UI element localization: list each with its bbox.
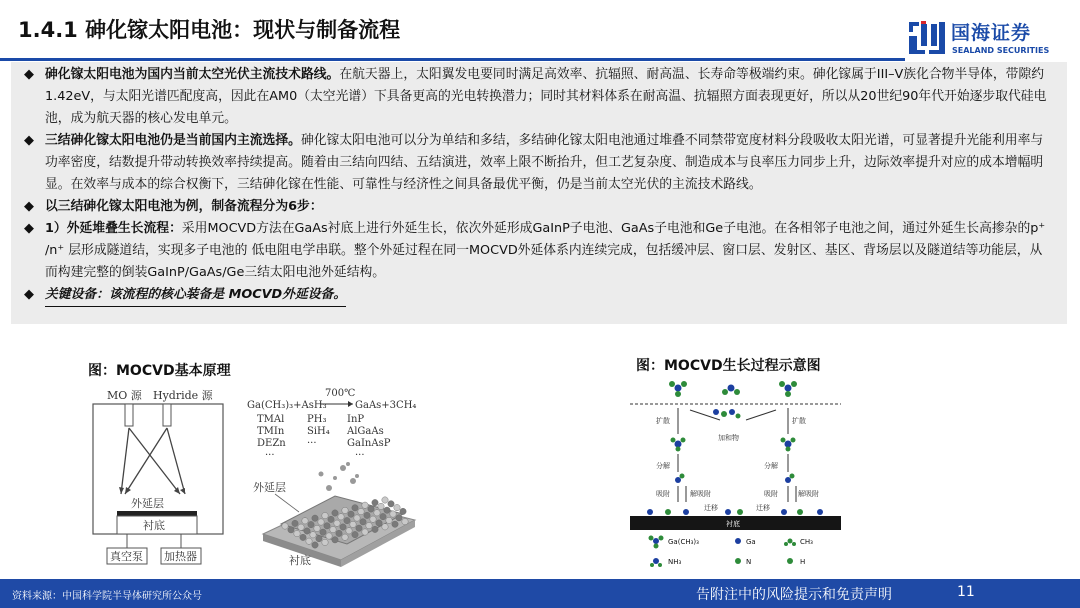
lattice-atom	[384, 507, 390, 513]
bullet-text: 砷化镓太阳电池可以分为单结和多结，多结砷化镓太阳电池通过堆叠不同禁带宽度材料分段吸收太阳光谱，可显著提升光能利用率与功率密度，结数提升带动转换效率持续提高。随着由三结向四结、五结演进，效率上限不断抬升，但工艺复杂度、制造成本与良率压力同步上升，边际效率提升对应的成本增幅明显。在效率与成本的综合权衡下，三结砷化镓在性能、可靠性与经济性之间具备最优平衡，仍是当前太空光伏的主流技术路线。	[45, 133, 1044, 192]
substrate-label: 衬底	[726, 520, 740, 528]
decompose-left-label: 分解	[656, 462, 670, 470]
lattice-atom	[400, 508, 406, 514]
bullet-heading: 三结砷化镓太阳电池仍是当前国内主流选择。	[45, 133, 301, 148]
hydride-1: PH₃	[307, 414, 327, 425]
lattice-atom	[396, 515, 402, 521]
lattice-atom	[322, 512, 328, 518]
lattice-atom	[374, 510, 380, 516]
lattice-atom	[342, 534, 348, 540]
lattice-atom	[326, 533, 332, 539]
lattice-atom	[334, 520, 340, 526]
lattice-atom	[320, 529, 326, 535]
lattice-atom	[380, 513, 386, 519]
lattice-atom	[344, 517, 350, 523]
migrate-right-label: 迁移	[756, 504, 770, 512]
bullet-item	[11, 218, 1047, 284]
lattice-atom	[362, 529, 368, 535]
lattice-atom	[292, 520, 298, 526]
lattice-atom	[370, 516, 376, 522]
disclaimer-link[interactable]: 告附注中的风险提示和免责声明	[696, 587, 892, 603]
lattice-atom	[356, 525, 362, 531]
hydride-2: SiH₄	[307, 426, 330, 437]
diamond-bullet-icon: ◆	[24, 133, 34, 148]
precursor-1: TMAl	[257, 414, 285, 425]
adduct-molecule	[713, 409, 741, 419]
lattice-atom	[358, 508, 364, 514]
lattice-atom	[308, 521, 314, 527]
lattice-atom	[322, 539, 328, 545]
heater-label: 加热器	[164, 550, 197, 563]
lattice-atom	[402, 518, 408, 524]
product-1: InP	[347, 414, 365, 425]
page-number: 11	[957, 584, 975, 600]
bullet-heading: 1）外延堆叠生长流程：	[45, 221, 182, 236]
lattice-atom	[352, 531, 358, 537]
lattice-atom	[368, 506, 374, 512]
vacuum-pump-label: 真空泵	[110, 550, 143, 563]
hydride-3: ···	[307, 438, 317, 449]
substrate-label: 衬底	[143, 519, 165, 532]
legend-label: N	[746, 558, 752, 566]
lattice-atom	[372, 499, 378, 505]
diamond-bullet-icon: ◆	[24, 221, 34, 236]
epi-layer	[117, 511, 197, 516]
figure-left-caption: 图：MOCVD基本原理	[88, 363, 231, 379]
lattice-atom	[314, 525, 320, 531]
lattice-atom	[312, 542, 318, 548]
lattice-atom	[336, 530, 342, 536]
lattice-atom	[288, 527, 294, 533]
decompose-right-label: 分解	[764, 462, 778, 470]
precursor-2: TMIn	[257, 426, 285, 437]
lattice-atom	[302, 518, 308, 524]
lattice-atom	[348, 511, 354, 517]
epi-layer-3d-label: 外延层	[253, 481, 286, 494]
lattice-atom	[362, 502, 368, 508]
lattice-atom	[338, 514, 344, 520]
diamond-bullet-icon: ◆	[24, 287, 34, 302]
lattice-atom	[342, 507, 348, 513]
mocvd-principle-diagram	[85, 384, 445, 569]
lattice-atom	[294, 530, 300, 536]
bullet-item	[11, 130, 1047, 196]
adsorb-left-label: 吸附	[656, 490, 670, 498]
lattice-atom	[382, 497, 388, 503]
lattice-atom	[300, 534, 306, 540]
company-logo	[907, 16, 1067, 60]
legend-label: CH₃	[800, 538, 813, 546]
logo-english-name: SEALAND SECURITIES	[952, 46, 1050, 55]
desorb-right-label: 解吸附	[798, 490, 819, 498]
bullet-text: 采用MOCVD方法在GaAs衬底上进行外延生长，依次外延形成GaInP子电池、GaAs子电池和Ge子电池。在各相邻子电池之间，通过外延生长高掺杂的p⁺ /n⁺ 层形成隧道结，实现多子电池的 低电阻电学串联。整个外延过程在同一MOCVD外延体系内连续完成，包括缓冲层、窗口层、发射区、基区、背场层以及隧道结等功能层，从而构建完整的倒装GaInP/GaAs/Ge三结太阳电池外延结构。	[45, 221, 1046, 280]
bullet-item	[11, 196, 1047, 218]
gas-flow-arrows	[121, 428, 185, 494]
molecule-group-top	[669, 381, 797, 397]
lattice-atom	[306, 538, 312, 544]
logo-chinese-name: 国海证券	[951, 22, 1032, 44]
lattice-atom	[324, 523, 330, 529]
diffuse-right-label: 扩散	[792, 417, 806, 425]
bullet-item	[11, 64, 1047, 130]
lattice-atom	[332, 510, 338, 516]
lattice-atom	[372, 526, 378, 532]
key-equipment-note: 关键设备：该流程的核心装备是 MOCVD外延设备。	[45, 284, 346, 307]
mo-inlet-pipe	[125, 404, 133, 426]
bullet-item	[11, 284, 1047, 307]
bullet-heading: 以三结砷化镓太阳电池为例，制备流程分为6步：	[45, 199, 323, 214]
lattice-atom	[340, 524, 346, 530]
temperature-label: 700℃	[325, 388, 356, 399]
lattice-atom	[354, 515, 360, 521]
mo-source-label: MO 源	[107, 389, 142, 402]
lattice-atom	[388, 501, 394, 507]
page-title: 1.4.1 砷化镓太阳电池：现状与制备流程	[18, 18, 401, 42]
lattice-atom	[310, 532, 316, 538]
desorb-left-label: 解吸附	[690, 490, 711, 498]
footer-bar	[0, 579, 1080, 608]
precursor-more: ···	[265, 450, 275, 461]
source-note: 资料来源：中国科学院半导体研究所公众号	[12, 591, 202, 602]
lattice-atom	[376, 520, 382, 526]
lattice-atom	[386, 517, 392, 523]
lattice-atom	[390, 511, 396, 517]
lattice-atom	[350, 521, 356, 527]
lattice-atom	[282, 523, 288, 529]
legend-label: NH₃	[668, 558, 682, 566]
reaction-rhs: GaAs+3CH₄	[355, 400, 417, 411]
surface-adatoms	[647, 509, 823, 515]
product-more: ···	[355, 450, 365, 461]
diamond-bullet-icon: ◆	[24, 67, 34, 82]
lattice-atom	[298, 524, 304, 530]
reaction-lhs: Ga(CH₃)₃+AsH₃	[247, 400, 327, 411]
figure-right-caption: 图：MOCVD生长过程示意图	[636, 358, 821, 374]
summary-box	[11, 62, 1067, 324]
diamond-bullet-icon: ◆	[24, 199, 34, 214]
lattice-atom	[312, 515, 318, 521]
legend-label: H	[800, 558, 806, 566]
precursor-3: DEZn	[257, 438, 286, 449]
diffuse-left-label: 扩散	[656, 417, 670, 425]
product-2: AlGaAs	[347, 426, 384, 437]
lattice-atom	[378, 503, 384, 509]
epi-layer-label: 外延层	[131, 497, 164, 510]
hydride-source-label: Hydride 源	[153, 389, 213, 402]
lattice-atom	[352, 505, 358, 511]
lattice-atom	[382, 524, 388, 530]
lattice-atom	[346, 528, 352, 534]
gas-molecules	[319, 462, 360, 491]
legend-label: Ga(CH₃)₃	[668, 538, 699, 546]
bullet-text: 在航天器上，太阳翼发电要同时满足高效率、抗辐照、耐高温、长寿命等极端约束。砷化镓属于III–V族化合物半导体，带隙约1.42eV，与太阳光谱匹配度高，因此在AM0（太空光谱）下具备更高的光电转换潜力；同时其材料体系在耐高温、抗辐照方面表现更好，所以从20世纪90年代开始逐步取代硅电池，成为航天器的核心发电单元。	[45, 67, 1047, 126]
lattice-atom	[330, 526, 336, 532]
lattice-atom	[360, 519, 366, 525]
bullet-heading: 砷化镓太阳电池为国内当前太空光伏主流技术路线。	[45, 67, 340, 82]
mocvd-growth-diagram	[628, 378, 843, 576]
lattice-atom	[364, 512, 370, 518]
hydride-inlet-pipe	[163, 404, 171, 426]
lattice-atom	[318, 519, 324, 525]
product-3: GaInAsP	[347, 438, 391, 449]
lattice-atom	[332, 537, 338, 543]
lattice-atom	[392, 521, 398, 527]
legend	[649, 536, 814, 568]
lattice-atom	[328, 516, 334, 522]
lattice-atom	[394, 504, 400, 510]
lattice-atom	[366, 522, 372, 528]
lattice-atom	[304, 528, 310, 534]
adduct-label: 加和物	[718, 434, 739, 442]
legend-label: Ga	[746, 538, 756, 546]
lattice-atom	[316, 535, 322, 541]
migrate-left-label: 迁移	[704, 504, 718, 512]
substrate-3d-label: 衬底	[289, 554, 311, 567]
sealand-logo-icon	[907, 18, 947, 58]
adsorb-right-label: 吸附	[764, 490, 778, 498]
header-rule	[0, 58, 905, 61]
